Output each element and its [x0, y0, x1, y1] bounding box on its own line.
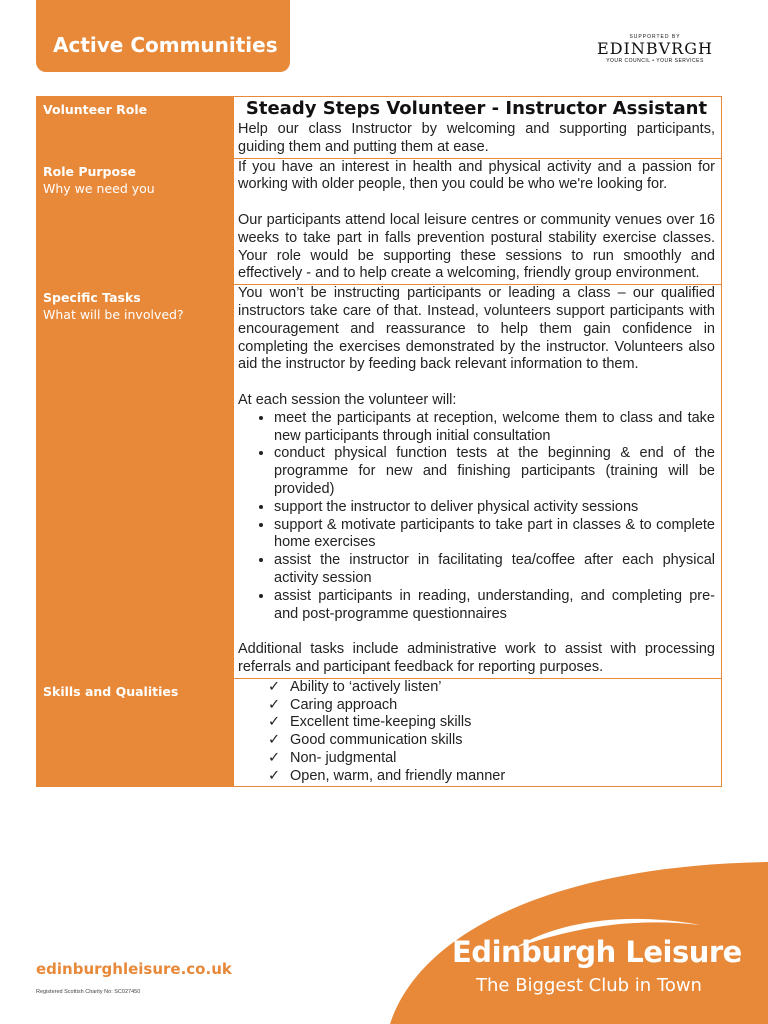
brand-tagline: The Biggest Club in Town	[476, 975, 702, 996]
label-skills-qualities: Skills and Qualities	[43, 683, 179, 699]
check-icon: ✓	[268, 696, 281, 713]
council-logo-name: EDINBVRGH	[597, 39, 713, 58]
council-logo-caption: SUPPORTED BY	[629, 34, 681, 40]
skill-text: Good communication skills	[290, 732, 463, 749]
label-specific-tasks: Specific Tasks	[43, 290, 141, 306]
charity-number: Registered Scottish Charity No: SC027450	[36, 989, 141, 995]
check-icon: ✓	[268, 767, 281, 784]
tasks-lead: At each session the volunteer will:	[238, 391, 457, 408]
skill-text: Caring approach	[290, 696, 398, 713]
skill-text: Ability to ‘actively listen’	[290, 678, 442, 695]
skill-text: Non- judgmental	[290, 749, 397, 766]
task-item: • support the instructor to deliver physical activity sessions	[274, 499, 715, 517]
check-icon: ✓	[268, 749, 281, 766]
sublabel-specific-tasks: What will be involved?	[43, 307, 184, 323]
check-icon: ✓	[268, 732, 281, 749]
task-item: • meet the participants at reception, welcome them to class and take new participants through initial consultation	[274, 410, 715, 446]
label-volunteer-role: Volunteer Role	[43, 102, 148, 117]
check-icon: ✓	[268, 678, 281, 695]
council-logo-subtitle: YOUR COUNCIL • YOUR SERVICES	[606, 58, 704, 64]
check-icon: ✓	[268, 714, 281, 731]
brand-logo-text: Edinburgh Leisure	[452, 935, 742, 969]
skill-text: Excellent time-keeping skills	[290, 714, 472, 731]
website-link[interactable]: edinburghleisure.co.uk	[36, 960, 232, 978]
purpose-paragraph: Our participants attend local leisure centres or community venues over 16 weeks to take part in falls prevention postural stability exercise classes. Your role would be supporting these sessions to run smoothly and effectively - and to help create a welcoming, friendly group environment.	[238, 211, 715, 282]
label-role-purpose: Role Purpose	[43, 163, 137, 179]
page-title: Active Communities	[53, 33, 278, 57]
role-summary: Help our class Instructor by welcoming and supporting participants, guiding them and putting them at ease.	[238, 121, 715, 155]
tasks-outro: Additional tasks include administrative work to assist with processing referrals and participant feedback for reporting purposes.	[238, 641, 715, 675]
task-item: • assist participants in reading, understanding, and completing pre- and post-programme questionnaires	[274, 588, 715, 624]
skill-text: Open, warm, and friendly manner	[290, 767, 506, 784]
role-title: Steady Steps Volunteer - Instructor Assistant	[245, 98, 708, 119]
task-item: • support & motivate participants to take part in classes & to complete home exercises	[274, 517, 715, 553]
sublabel-role-purpose: Why we need you	[43, 180, 155, 196]
purpose-paragraph: If you have an interest in health and physical activity and a passion for working with older people, then you could be who we're looking for.	[238, 158, 715, 193]
task-item: • assist the instructor in facilitating tea/coffee after each physical activity session	[274, 552, 715, 588]
tasks-intro: You won’t be instructing participants or leading a class – our qualified instructors take care of that. Instead, volunteers support participants with encouragement and reassurance to help them gain confidence in completing the exercises demonstrated by the instructor. Volunteers also aid the instructor by feeding back relevant information to them.	[238, 285, 715, 373]
task-item: • conduct physical function tests at the beginning & end of the programme for new and finishing participants (training will be provided)	[274, 445, 715, 498]
